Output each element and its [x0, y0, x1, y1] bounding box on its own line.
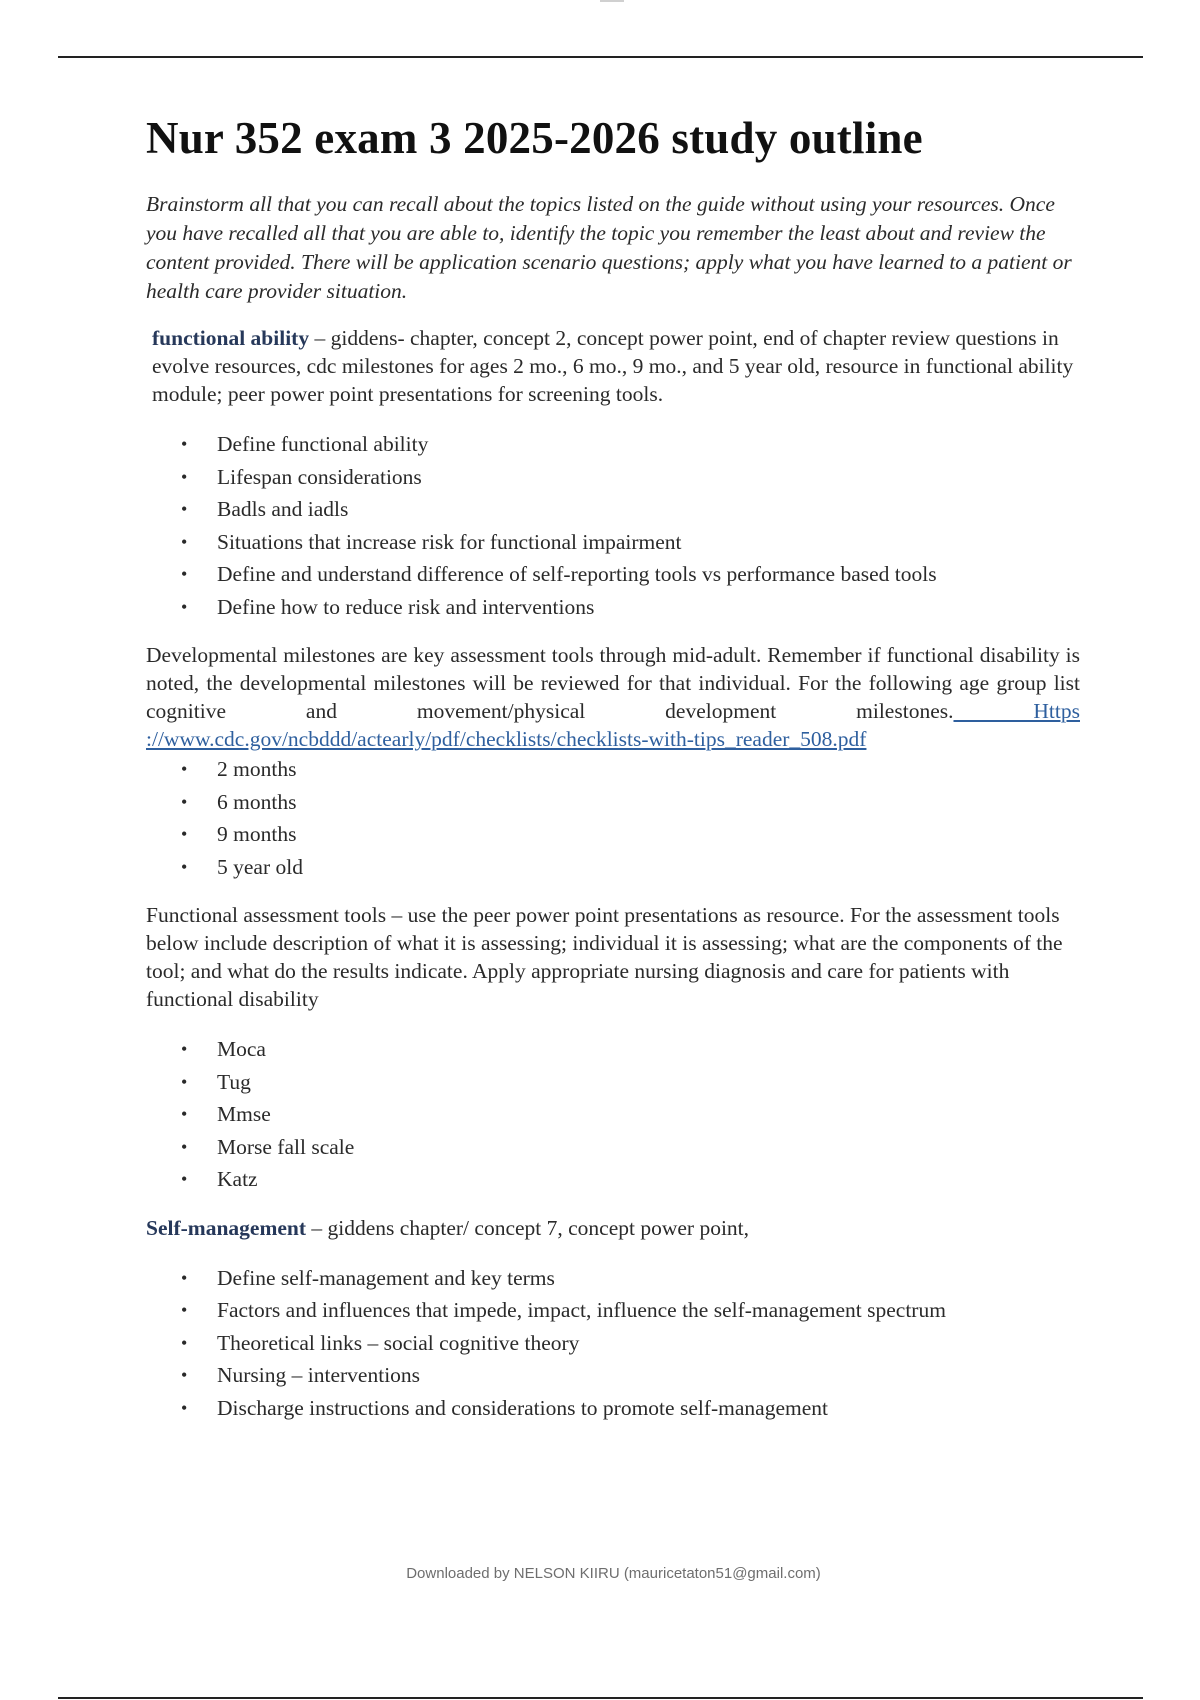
functional-ability-term: functional ability: [152, 326, 310, 350]
bullet-icon: •: [181, 856, 188, 877]
bullet-icon: •: [181, 499, 188, 519]
list-item: • Lifespan considerations: [146, 461, 1080, 494]
list-item: • Define self-management and key terms: [146, 1262, 1080, 1295]
milestones-list: [146, 753, 1080, 883]
list-item: • 9 months: [146, 818, 1080, 851]
bullet-icon: •: [181, 1071, 188, 1092]
bullet-icon: •: [181, 1267, 188, 1288]
functional-ability-paragraph: [146, 324, 1080, 408]
intro-paragraph: Brainstorm all that you can recall about the topics listed on the guide without using your resources. Once you have recalled all that you are able to, identify the topic you remember the least about and review the content provided. There will be application scenario questions; apply what you have learned to a patient or health care provider situation.: [146, 192, 1072, 303]
bullet-icon: •: [181, 434, 188, 454]
bullet-icon: •: [181, 1300, 188, 1320]
list-item: • Define and understand difference of self-reporting tools vs performance based tools: [146, 558, 1080, 591]
bullet-icon: •: [181, 791, 188, 812]
list-item: • Badls and iadls: [146, 493, 1080, 526]
list-item: • Discharge instructions and considerations to promote self-management: [146, 1392, 1080, 1425]
bullet-icon: •: [181, 1136, 188, 1157]
document-title: Nur 352 exam 3 2025-2026 study outline: [146, 113, 923, 163]
bullet-icon: •: [181, 1104, 188, 1124]
self-management-list: [146, 1262, 1080, 1425]
list-item: • Tug: [146, 1066, 1080, 1099]
milestones-text: Developmental milestones are key assessment tools through mid-adult. Remember if functional disability is noted, the developmental milestones will be reviewed for that individual. For the following age group list cognitive and movement/physical development milestones.: [146, 643, 1080, 723]
bullet-icon: •: [181, 1169, 188, 1189]
list-item: • Nursing – interventions: [146, 1359, 1080, 1392]
assessment-tools-list: [146, 1033, 1080, 1196]
bullet-icon: •: [181, 596, 188, 617]
bullet-icon: •: [181, 466, 188, 487]
list-item: • Situations that increase risk for functional impairment: [146, 526, 1080, 559]
bullet-icon: •: [181, 759, 188, 779]
header-rule: [58, 56, 1143, 58]
download-footer: Downloaded by NELSON KIIRU (mauricetaton51@gmail.com): [406, 1565, 821, 1582]
footer-rule: [58, 1697, 1143, 1699]
bullet-icon: •: [181, 1039, 188, 1059]
list-item: • Morse fall scale: [146, 1131, 1080, 1164]
top-edge-mark: [600, 0, 624, 2]
bullet-icon: •: [181, 531, 188, 552]
bullet-icon: •: [181, 824, 188, 844]
bullet-icon: •: [181, 1397, 188, 1418]
list-item: • 2 months: [146, 753, 1080, 786]
bullet-icon: •: [181, 1332, 188, 1353]
self-management-paragraph: [146, 1214, 1080, 1242]
list-item: • Mmse: [146, 1098, 1080, 1131]
cdc-checklist-link[interactable]: Https ://www.cdc.gov/ncbddd/actearly/pdf/checklists/checklists-with-tips_reader_508.pdf: [146, 699, 1080, 751]
bullet-icon: •: [181, 1365, 188, 1385]
self-management-term: Self-management: [146, 1215, 307, 1240]
assessment-tools-paragraph: Functional assessment tools – use the peer power point presentations as resource. For the assessment tools below include description of what it is assessing; individual it is assessing; what are the components of the tool; and what do the results indicate. Apply appropriate nursing diagnosis and care for patients with functional disability: [146, 903, 1063, 1011]
list-item: • Moca: [146, 1033, 1080, 1066]
list-item: • Katz: [146, 1163, 1080, 1196]
list-item: • 6 months: [146, 786, 1080, 819]
bullet-icon: •: [181, 564, 188, 584]
document-page: [146, 112, 1080, 1442]
list-item: • Theoretical links – social cognitive theory: [146, 1327, 1080, 1360]
list-item: • Define functional ability: [146, 428, 1080, 461]
list-item: • Define how to reduce risk and interventions: [146, 591, 1080, 624]
functional-ability-text: – giddens- chapter, concept 2, concept power point, end of chapter review questions in evolve resources, cdc milestones for ages 2 mo., 6 mo., 9 mo., and 5 year old, resource in functional ability module; peer power point presentations for screening tools.: [152, 326, 1074, 406]
functional-ability-list: [146, 428, 1080, 623]
milestones-paragraph: [146, 641, 1080, 753]
list-item: • 5 year old: [146, 851, 1080, 884]
list-item: • Factors and influences that impede, impact, influence the self-management spectrum: [146, 1294, 1080, 1327]
self-management-text: – giddens chapter/ concept 7, concept power point,: [306, 1215, 750, 1240]
